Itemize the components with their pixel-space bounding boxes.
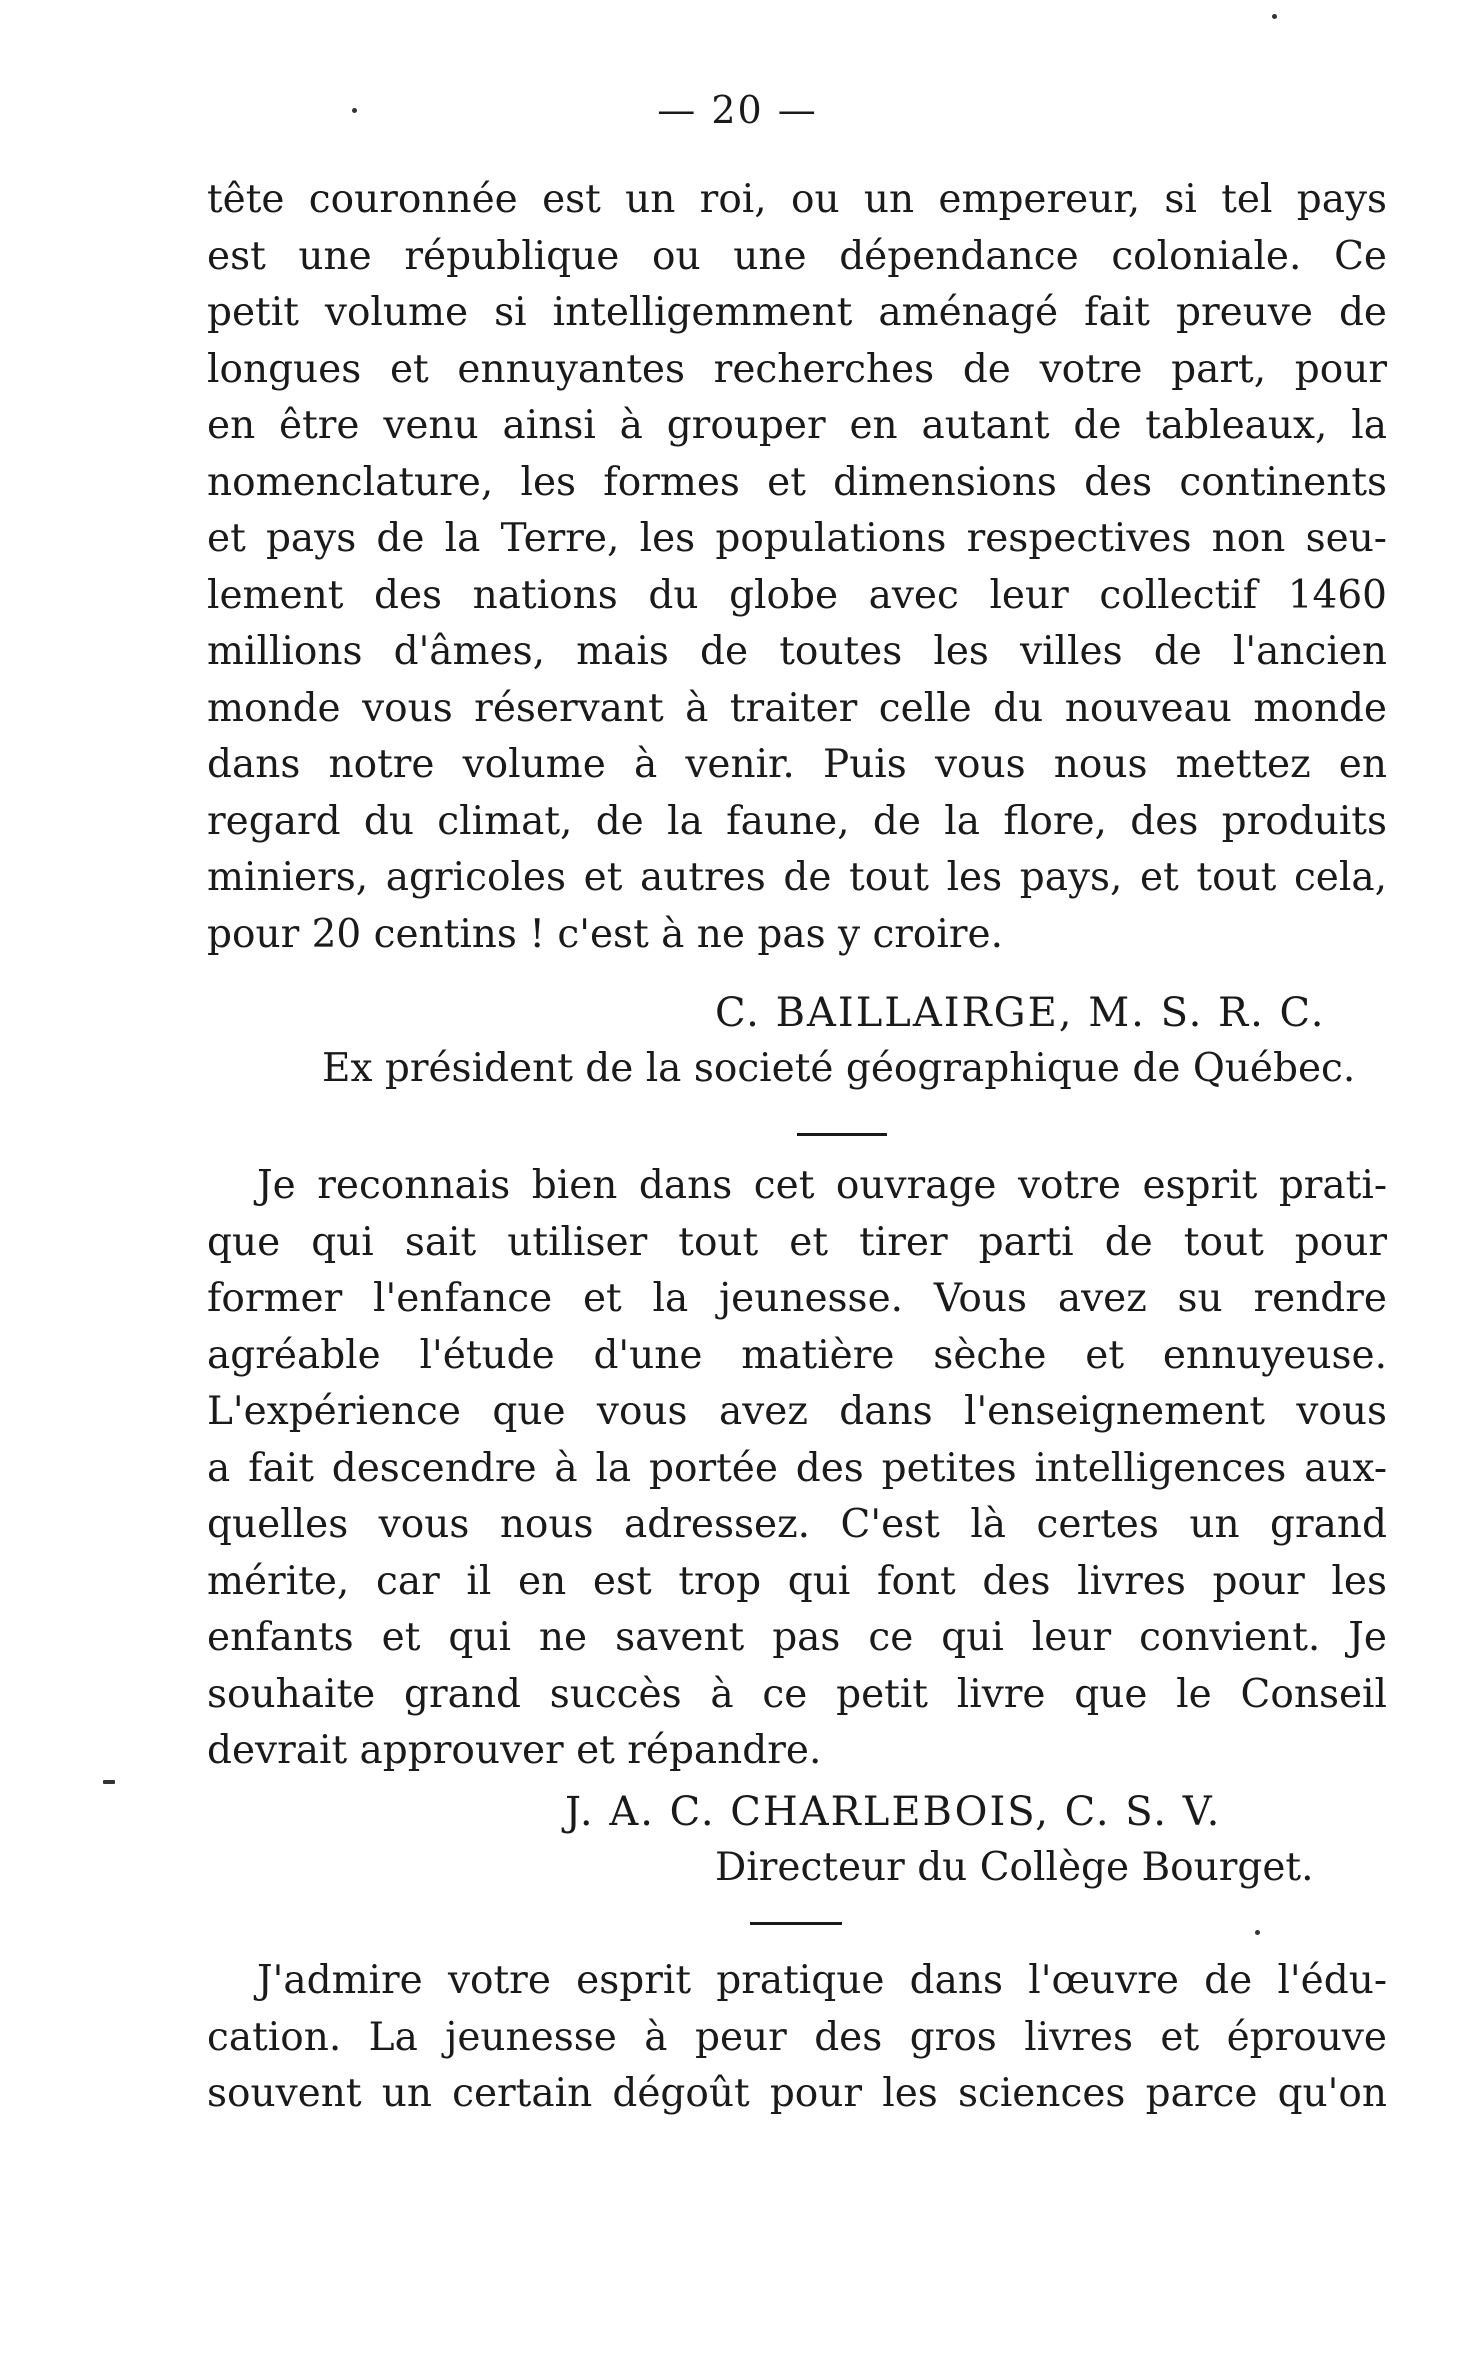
letter-1-body <box>207 172 1387 963</box>
scan-speck <box>1272 14 1277 19</box>
text-line: tête couronnée est un roi, ou un empereur, si tel pays <box>207 177 1387 222</box>
text-line: mérite, car il en est trop qui font des livres pour les <box>207 1558 1387 1604</box>
text-line: cation. La jeunesse à peur des gros livres et éprouve <box>207 2014 1387 2060</box>
text-line: J'admire votre esprit pratique dans l'œuvre de l'édu- <box>257 1958 1387 2003</box>
scan-speck <box>1255 1930 1260 1935</box>
section-divider <box>797 1133 887 1136</box>
text-line: enfants et qui ne savent pas ce qui leur convient. Je <box>207 1615 1387 1660</box>
text-line: L'expérience que vous avez dans l'enseignement vous <box>207 1389 1387 1434</box>
scan-speck <box>103 1780 115 1784</box>
signature-name-1: C. BAILLAIRGE, M. S. R. C. <box>715 990 1326 1036</box>
text-line: pour 20 centins ! c'est à ne pas y croire. <box>207 911 1003 957</box>
text-line: et pays de la Terre, les populations respectives non seu- <box>207 516 1387 561</box>
letter-2-body <box>207 1158 1387 1780</box>
text-line: souvent un certain dégoût pour les sciences parce qu'on <box>207 2071 1387 2116</box>
text-line: regard du climat, de la faune, de la flore, des produits <box>207 798 1387 844</box>
text-line: a fait descendre à la portée des petites intelligences aux- <box>207 1445 1387 1491</box>
scan-speck <box>352 108 357 113</box>
signature-title-1: Ex président de la societé géographique de Québec. <box>322 1046 1356 1091</box>
text-line: former l'enfance et la jeunesse. Vous avez su rendre <box>207 1276 1387 1321</box>
page-number: — 20 — <box>657 88 818 132</box>
text-line: millions d'âmes, mais de toutes les villes de l'ancien <box>207 629 1387 674</box>
text-line: lement des nations du globe avec leur collectif 1460 <box>207 572 1387 618</box>
text-line: petit volume si intelligemment aménagé fait preuve de <box>207 290 1387 335</box>
text-line: Je reconnais bien dans cet ouvrage votre esprit prati- <box>257 1163 1387 1208</box>
text-line: en être venu ainsi à grouper en autant de tableaux, la <box>207 403 1387 448</box>
signature-title-2: Directeur du Collège Bourget. <box>715 1845 1314 1890</box>
text-line: devrait approuver et répandre. <box>207 1728 822 1773</box>
text-line: miniers, agricoles et autres de tout les pays, et tout cela, <box>207 855 1387 900</box>
text-line: monde vous réservant à traiter celle du nouveau monde <box>207 685 1387 731</box>
letter-3-body <box>207 1953 1387 2123</box>
text-line: souhaite grand succès à ce petit livre que le Conseil <box>207 1671 1387 1717</box>
section-divider <box>750 1922 842 1925</box>
text-line: nomenclature, les formes et dimensions des continents <box>207 459 1387 505</box>
text-line: longues et ennuyantes recherches de votre part, pour <box>207 346 1387 392</box>
text-line: dans notre volume à venir. Puis vous nous mettez en <box>207 742 1387 787</box>
text-line: agréable l'étude d'une matière sèche et ennuyeuse. <box>207 1332 1387 1378</box>
text-line: que qui sait utiliser tout et tirer parti de tout pour <box>207 1219 1387 1265</box>
text-line: est une république ou une dépendance coloniale. Ce <box>207 233 1387 279</box>
signature-name-2: J. A. C. CHARLEBOIS, C. S. V. <box>565 1789 1222 1835</box>
text-line: quelles vous nous adressez. C'est là certes un grand <box>207 1502 1387 1547</box>
